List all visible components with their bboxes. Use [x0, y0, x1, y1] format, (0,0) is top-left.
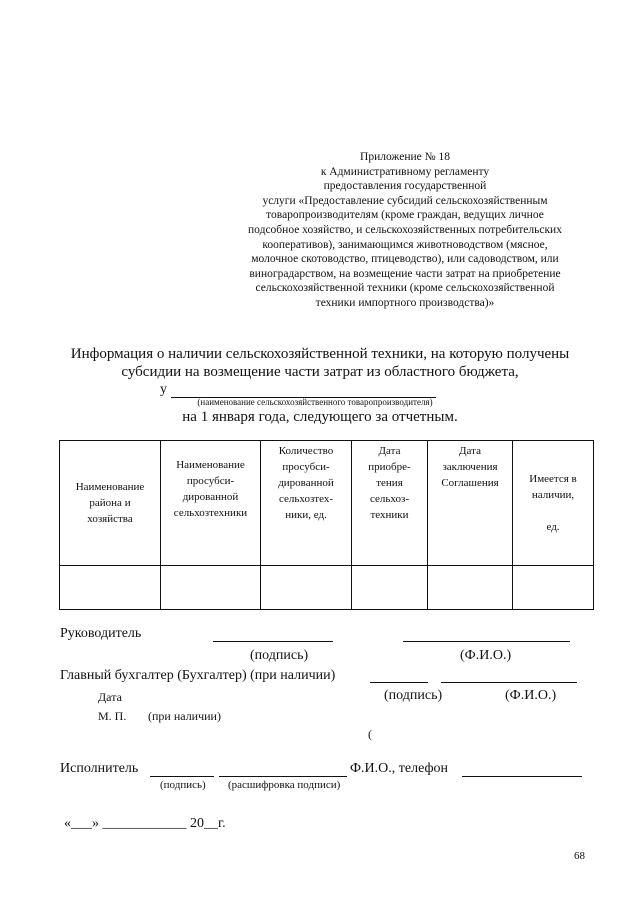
column-header-agreement-date: Дата заключения Соглашения: [428, 441, 513, 566]
header-line: молочное скотоводство, птицеводство), или садоводством, или: [251, 253, 559, 266]
table-cell[interactable]: [161, 566, 261, 610]
executor-phone-line[interactable]: [462, 776, 582, 777]
head-sign-caption: (подпись): [250, 648, 309, 663]
column-header-available: Имеется в наличии, ед.: [513, 441, 594, 566]
head-signature-line[interactable]: [213, 641, 333, 642]
executor-sign-caption: (подпись): [160, 779, 206, 791]
table-cell[interactable]: [60, 566, 161, 610]
date-line: «___» ____________ 20__г.: [64, 816, 226, 831]
mp-note: (при наличии): [148, 709, 221, 723]
table-row: [60, 566, 594, 610]
producer-blank: [171, 383, 436, 398]
head-label: Руководитель: [60, 626, 142, 641]
date-label: Дата: [98, 690, 122, 704]
header-line: сельскохозяйственной техники (кроме сельскохозяйственной: [255, 282, 555, 295]
table-header-row: [60, 441, 594, 566]
executor-suffix: Ф.И.О., телефон: [350, 761, 449, 776]
accountant-signature-line[interactable]: [370, 682, 428, 683]
header-line: кооперативов), занимающимся животноводством (мясное,: [262, 238, 548, 251]
column-header-machinery-name: Наименование просубси- дированной сельхозтехники: [161, 441, 261, 566]
table-cell[interactable]: [513, 566, 594, 610]
data-table: [59, 440, 594, 610]
header-line: к Административному регламенту: [320, 165, 490, 178]
header-line: подсобное хозяйство, и сельскохозяйственных потребительских: [248, 223, 562, 236]
table-cell[interactable]: [261, 566, 352, 610]
executor-signature-line[interactable]: [150, 776, 214, 777]
page-number: 68: [574, 850, 585, 862]
header-line: товаропроизводителям (кроме граждан, ведущих личное: [266, 209, 544, 222]
executor-label: Исполнитель: [60, 761, 139, 776]
header-line: техники импортного производства)»: [315, 296, 495, 309]
header-line: услуги «Предоставление субсидий сельскохозяйственным: [262, 194, 548, 207]
header-line: предоставления государственной: [323, 180, 487, 193]
column-header-district: Наименование района и хозяйства: [60, 441, 161, 566]
head-fio-line[interactable]: [403, 641, 570, 642]
accountant-label: Главный бухгалтер (Бухгалтер) (при наличии): [60, 668, 336, 683]
table-cell[interactable]: [428, 566, 513, 610]
appendix-header: [215, 150, 595, 311]
table-cell[interactable]: [352, 566, 428, 610]
column-header-purchase-date: Дата приобре- тения сельхоз- техники: [352, 441, 428, 566]
document-title: [40, 345, 600, 381]
producer-line: [160, 382, 460, 398]
title-line-1: Информация о наличии сельскохозяйственной техники, на которую получены: [70, 346, 570, 362]
accountant-fio-caption: (Ф.И.О.): [505, 688, 557, 703]
executor-decode-line[interactable]: [219, 776, 347, 777]
paren-mark: (: [368, 727, 372, 741]
executor-decode-caption: (расшифровка подписи): [228, 779, 341, 791]
accountant-sign-caption: (подпись): [384, 688, 443, 703]
producer-caption: (наименование сельскохозяйственного товаропроизводителя): [197, 397, 433, 407]
accountant-fio-line[interactable]: [441, 682, 577, 683]
title-line-2: субсидии на возмещение части затрат из областного бюджета,: [121, 364, 519, 380]
header-line: виноградарством, на возмещение части затрат на приобретение: [249, 267, 561, 280]
head-fio-caption: (Ф.И.О.): [460, 648, 512, 663]
mp-label: М. П.: [98, 709, 127, 723]
header-line: Приложение № 18: [360, 151, 450, 163]
u-prefix: у: [160, 382, 167, 397]
column-header-quantity: Количество просубси- дированной сельхозтех- ники, ед.: [261, 441, 352, 566]
document-subtitle: на 1 января года, следующего за отчетным.: [182, 409, 458, 425]
